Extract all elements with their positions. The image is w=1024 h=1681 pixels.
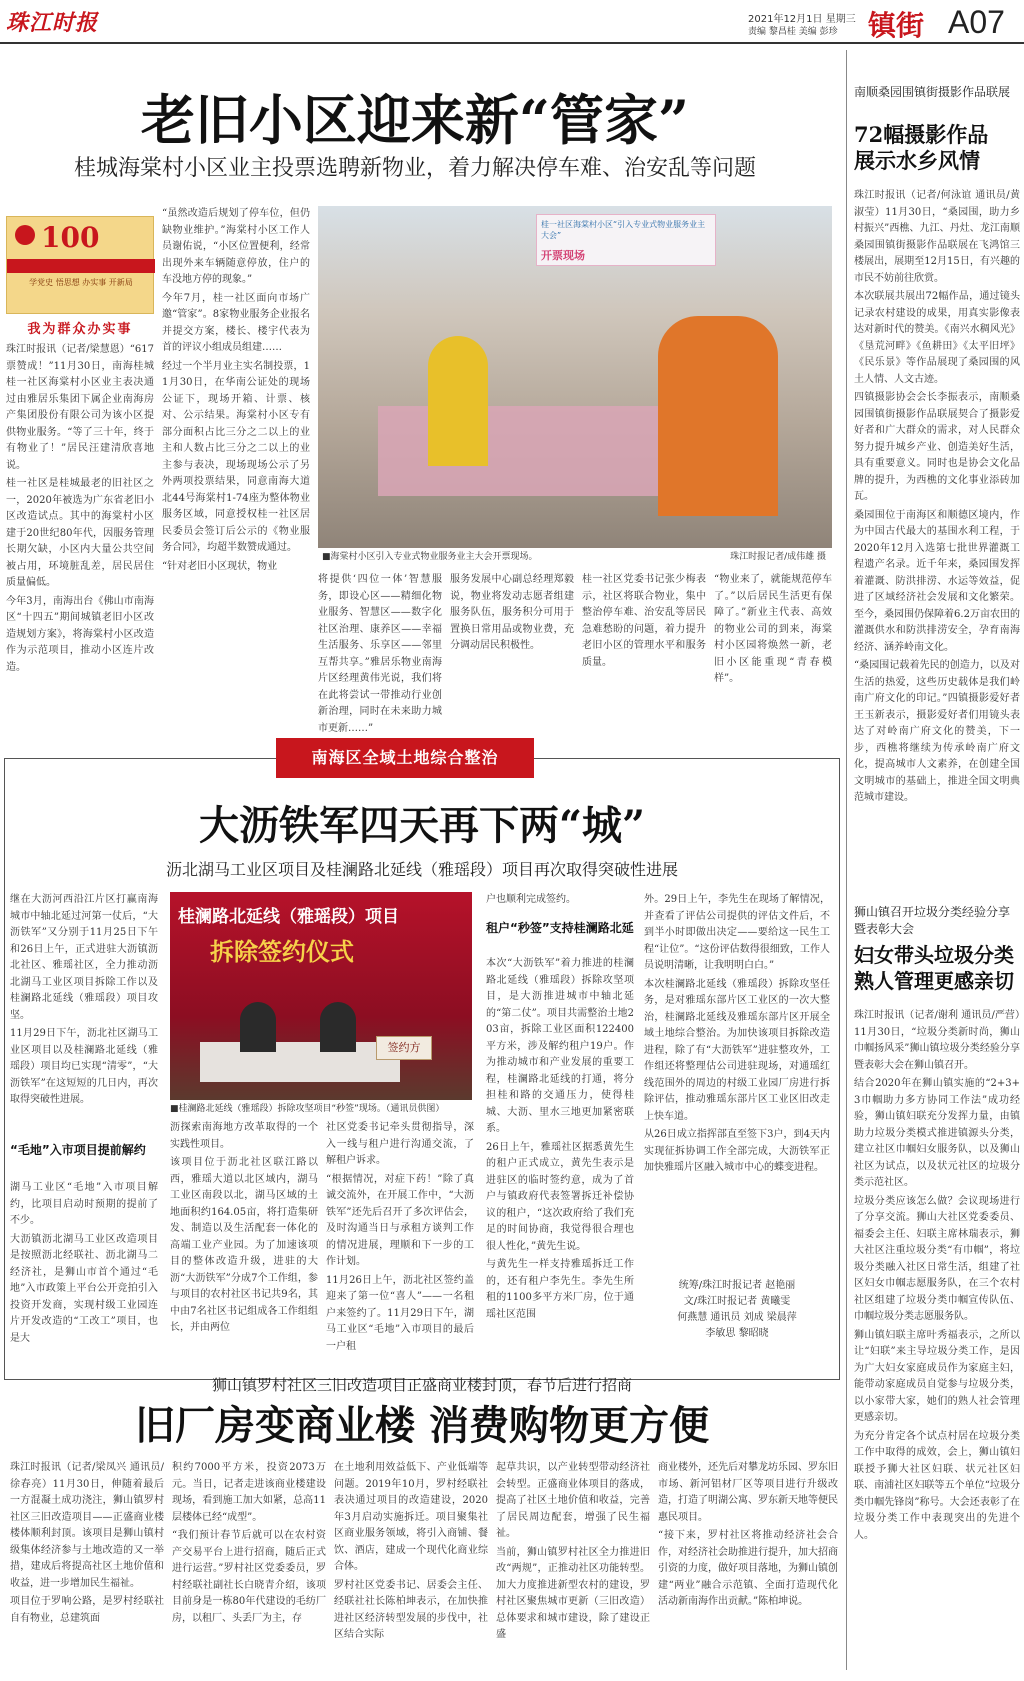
lead-col5 [582, 572, 706, 684]
rt-p: “桑园围记载着先民的创造力，以及对生活的热爱，这些历史载体是我们岭南广府文化的印记。”四镇摄影爱好者王玉新表示，摄影爱好者们用镜头表达了对岭南广府文化的赞美，下一步，西樵将继续为传承岭南广府文化，提高城市人文素养，在创建全国文明城市的基础上，推进全国文明典范城市建设。 [854, 660, 1020, 803]
photo-banner [536, 214, 716, 266]
photo-sign: 签约方 [376, 1036, 432, 1060]
feature-p: 11月26日上午，沥北社区签约盖迎来了第一位“喜人”——一名租户来签约了。11月29日下午，湖马工业区“毛地”入市项目的最后一户租 [326, 1274, 474, 1352]
feature-tag: 南海区全域土地综合整治 [276, 738, 534, 778]
photo-person [320, 1002, 356, 1052]
feature-col1 [10, 892, 158, 1142]
feature-sub2: 租户“秒签”支持桂澜路北延 [486, 921, 634, 935]
rb-p: 为充分肯定各个试点村居在垃圾分类工作中取得的成效，会上，狮山镇妇联授予狮大社区妇联、状元社区妇联、南浦社区妇联等五个单位“垃圾分类巾帼先锋岗”称号。大会还表彰了在垃圾分类工作中表现突出的先进个人。 [854, 1430, 1020, 1541]
feature-p: 户也顺利完成签约。 [486, 894, 576, 905]
bottom-p: 罗村社区党委书记、居委会主任、经联社社长陈柏坤表示，在加快推进社区经济转型发展的步伐中，社区结合实际 [334, 1579, 488, 1640]
feature-p: 大沥镇沥北湖马工业区改造项目是按照沥北经联社、沥北湖马二经济社，是狮山市首个通过“毛地”入市政策上平台公开竞拍引入投资开发商，实现村级工业园连片开发改造的“工改工”项目，也是大 [10, 1233, 158, 1344]
feature-p: 11月29日下午，沥北社区湖马工业区项目以及桂澜路北延线（雅瑶段）项目均已实现“清零”，“大沥铁军”在这短短的几日内，再次取得突破性进展。 [10, 1028, 158, 1105]
weekday-text: 星期三 [825, 14, 856, 25]
masthead [0, 0, 1024, 46]
feature-subtitle: 沥北湖马工业区项目及桂澜路北延线（雅瑶段）项目再次取得突破性进展 [165, 860, 678, 879]
feature-sub1: “毛地”入市项目提前解约 [10, 1143, 146, 1157]
feature-p: 沥探索南海地方改革取得的一个实践性项目。 [170, 1122, 318, 1150]
photo-person [240, 1002, 276, 1052]
feature-p: 26日上午，雅瑶社区据悉黄先生的租户正式成立，黄先生表示是进驻区的临时签约意，成为了首户与镇政府代表签署拆迁补偿协议的租户，“这次政府给了我们充足的时间协商，我觉得很合理也很人性化，”黄先生说。 [486, 1141, 634, 1252]
lead-title: 老旧小区迎来新“管家” [140, 88, 690, 152]
lead-p: 今年3月，南海出台《佛山市南海区“十四五”期间城镇老旧小区改造规划方案》，将海棠村小区改造作为示范项目，推动小区连片改造。 [6, 595, 154, 673]
rb-p: 结合2020年在狮山镇实施的“2+3+3巾帼助力多方协同工作法”成功经验，狮山镇妇联充分发挥力量，由镇助力垃圾分类模式推进镇源头分类，建立社区巾帼妇女服务队，以及狮山社区为试点，以及状元社区的垃圾分类示范社区。 [854, 1078, 1020, 1188]
lead-p: 经过一个半月业主实名制投票，11月30日，在华南公证处的现场公证下，现场开箱、计票、核对、公示结果。海棠村小区专有部分面积占比三分之二以上的业主和人数占比三分之二以上的业主参与表决，现场现场公示了另外两项投票结果，同意南海大道北44号海棠村1-74座为整体物业服务区域，同意授权桂一社区居民委员会签订后公示的《物业服务合同》，均超半数赞成通过。 [162, 360, 310, 553]
rt-body [854, 188, 1020, 848]
feature-title: 大沥铁军四天再下两“城” [198, 802, 645, 849]
badge-slogan: 学党史 悟思想 办实事 开新局 [29, 278, 133, 287]
bottom-p: 积约7000平方米，投资2073万元。当日，记者走进该商业楼建设现场，看到施工加大如紧，总高11层楼体已经“成型”。 [172, 1462, 326, 1523]
byline-line: 统筹/珠江时报记者 赵艳丽 [678, 1280, 796, 1291]
right-bottom-story [854, 900, 1020, 1676]
column-divider [846, 50, 847, 1670]
photo-person [428, 336, 488, 466]
bottom-col3 [334, 1460, 488, 1676]
byline-line: 文/珠江时报记者 黄曦雯 [683, 1296, 791, 1307]
rt-title2: 展示水乡风情 [854, 148, 980, 173]
centenary-icon: 100 [41, 221, 100, 254]
feature-col5 [644, 892, 830, 1252]
feature-col2b [170, 1120, 318, 1370]
rb-kicker: 狮山镇召开垃圾分类经验分享暨表彰大会 [854, 905, 1011, 936]
banner-line2: 开票现场 [541, 249, 585, 262]
masthead-rule [0, 42, 1024, 44]
paper-name: 珠江时报 [6, 10, 99, 36]
feature-col4 [486, 956, 634, 1370]
rb-title1: 妇女带头垃圾分类 [854, 943, 1014, 967]
feature-p: 社区党委书记牵头贯彻指导，深入一线与租户进行沟通交流，了解租户诉求。 [326, 1122, 474, 1166]
feature-p: 该项目位于沥北社区联江路以西，雅瑶大道以北区域内，湖马工业区南段以北，湖马区域的土地面积约164.05亩，将打造集研发、制造以及生活配套一体化的高端工业产业园。为了加速该项目的整体改造升级，进驻的大沥“大沥铁军”分成7个工作组，参与项目的农村社区书记共9名，其中由7名社区书记组成各工作组组长，并由两位 [170, 1157, 318, 1333]
bottom-col1 [10, 1460, 164, 1676]
lead-p: 桂一社区党委书记张少梅表示，社区将联合物业，集中整治停车难、治安乱等居民急难愁盼的问题，着力提升老旧小区的管理水平和服务质量。 [582, 574, 706, 668]
caption-text: ■海棠村小区引入专业式物业服务业主大会开票现场。 [322, 552, 538, 562]
feature-col1b [10, 1180, 158, 1370]
feature-p: 外。29日上午，李先生在现场了解情况，并查看了评估公司提供的评估文件后，不到半小时即做出决定——要给这一民生工程“让位”。“这份评估数得很细致，工作人员说明清晰，让我明明白白。” [644, 894, 830, 971]
rb-body [854, 1008, 1020, 1672]
lead-photo [318, 206, 832, 566]
bottom-col2 [172, 1460, 326, 1676]
editors: 责编 黎昌桂 美编 彭珍 [748, 27, 838, 37]
photo-banner-line1: 桂澜路北延线（雅瑶段）项目 [178, 907, 399, 927]
rb-p: 狮山镇妇联主席叶秀福表示，之所以让“妇联”来主导垃圾分类工作，是因为广大妇女家庭成员作为家庭主妇，能带动家庭成员自觉参与垃圾分类，以小家带大家，她们的熟人社会管理更感亲切。 [854, 1329, 1020, 1423]
lead-p: “物业来了，就能规范停车了。”以后居民生活更有保障了。”新业主代表、高效的物业公司的到来，海棠村小区园将焕然一新，老旧小区能重现“青春模样”。 [714, 574, 832, 684]
feature-col3b [486, 892, 634, 912]
photo-person [658, 316, 778, 516]
feature-p: “根据情况，对症下药！”除了真诚交流外，在开展工作中，“大沥铁军”还先后召开了多次评估会，及时沟通当日与承租方谈判工作的情况进展，理顺和下一步的工作计划。 [326, 1173, 474, 1267]
bottom-p: 起草共识，以产业转型带动经济社会转型。正盛商业体项目的落成，提高了社区土地价值和收益，完善了居民周边配套，增强了民生福祉。 [496, 1462, 650, 1539]
lead-p: 服务发展中心副总经理郑毅说，物业将发动志愿者组建服务队伍，服务积分可用于置换日常用品或物业费，充分调动居民积极性。 [450, 574, 574, 651]
bottom-p: 项目位于罗响公路，是罗村经联社自有物业，总建筑面 [10, 1596, 164, 1624]
bottom-p: 在土地利用效益低下、产业低端等问题。2019年10月，罗村经联社表决通过项目的改造建设，2020年3月启动实施拆迁。项目聚集社区商业服务领域，将引入商铺、餐饮、酒店，建成一个现代化商业综合体。 [334, 1462, 488, 1572]
feature-photo-caption: ■桂澜路北延线（雅瑶段）拆除攻坚项目“秒签”现场。（通讯员供图） [170, 1102, 472, 1116]
feature-byline [644, 1278, 830, 1342]
page-number: A07 [948, 4, 1005, 40]
bottom-p: 当前，狮山镇罗村社区全力推进旧改“两规”，正推动社区功能转型。加大力度推进新型农村的建设，罗村社区聚焦城市更新（三旧改造）总体要求和城市建设，除了建设正盛 [496, 1546, 650, 1640]
photo-banner-line2: 拆除签约仪式 [210, 937, 354, 966]
lead-col1 [6, 342, 154, 682]
feature-photo [170, 892, 472, 1100]
lead-col3 [318, 572, 442, 734]
lead-p: 珠江时报讯（记者/梁慧恩）“617票赞成！”11月30日，南海桂城桂一社区海棠村小区业主表决通过由雅居乐集团下属企业南海房产集团股份有限公司为该小区提供物业服务。“等了三十年，终于有物业了！”居民汪建清欣喜地说。 [6, 344, 154, 471]
feature-col3 [326, 1120, 474, 1370]
lead-p: 今年7月，桂一社区面向市场广邀“管家”。8家物业服务企业报名并提交方案，楼长、楼宇代表为首的评议小组成员组建…… [162, 292, 310, 353]
right-top-story [854, 50, 1020, 850]
feature-p: 从26日成立指挥部直至签下3户，到4天内实现征拆协调工作全部完成，大沥铁军正加快雅瑶片区融入城市中心的蝶变进程。 [644, 1129, 830, 1173]
bottom-col4 [496, 1460, 650, 1676]
bottom-title: 旧厂房变商业楼 消费购物更方便 [135, 1402, 709, 1449]
byline-line: 李敏思 黎昭晓 [705, 1328, 769, 1339]
bottom-p: 商业楼外，还先后对攀龙坊乐园、罗东旧市场、新河铝材厂区等项目进行升级改造，打造了明湖公寓、罗东新天地等便民惠民项目。 [658, 1462, 838, 1523]
bottom-col5 [658, 1460, 838, 1676]
bottom-p: 珠江时报讯（记者/梁凤兴 通讯员/徐春亮）11月30日，伸随着最后一方混凝土成功浇注，狮山镇罗村社区三旧改造项目——正盛商业楼楼体顺利封顶。该项目是狮山镇村级集体经济参与土地改造的又一举措，建成后将提高社区土地价值和收益，进一步增加民生福祉。 [10, 1462, 164, 1589]
rb-title2: 熟人管理更感亲切 [854, 969, 1014, 993]
rt-p: 四镇摄影协会会长李振表示，南顺桑园围镇街摄影作品联展契合了摄影爱好者和广大群众的需求，对人民群众努力提升城乡产业、创造美好生活，具有重要意义。同时也是协会文化品牌的提升，为西樵的文化事业添砖加瓦。 [854, 392, 1020, 502]
badge-caption: 我为群众办实事 [27, 322, 133, 337]
caption-credit: 珠江时报记者/成伟雄 摄 [730, 552, 826, 562]
date-text: 2021年12月1日 [748, 14, 823, 25]
section-name: 镇街 [868, 9, 925, 42]
lead-p: “针对老旧小区现状，物业 [162, 560, 278, 572]
party-emblem-icon [15, 225, 35, 245]
rt-kicker: 南顺桑园围镇街摄影作品联展 [854, 85, 1011, 99]
rt-p: 本次联展共展出72幅作品，通过镜头记录农村建设的成果，用真实影像表达对新时代的赞美。《南兴水稠风光》《垦荒河畔》《鱼耕田》《太平旧坪》《民乐景》等作品展现了桑园围的风土人情、人文古迹。 [854, 291, 1020, 385]
lead-p: 将提供‘四位一体’智慧服务，即设心区——精细化物业服务、智慧区——数字化社区治理、康养区——幸福生活服务、乐享区——邻里互帮共享。”雅居乐物业南海片区经理黄伟光说，我们将在此将尝试一带推动行业创新治理，同时在未来助力城市更新……” [318, 574, 442, 734]
banner-line1: 桂一社区海棠村小区“引入专业式物业服务业主大会” [541, 220, 706, 240]
bottom-kicker: 狮山镇罗村社区三旧改造项目正盛商业楼封顶，春节后进行招商 [211, 1376, 632, 1394]
party-badge [6, 216, 154, 314]
issue-date [748, 10, 856, 25]
feature-p: 本次桂澜路北延线（雅瑶段）拆除攻坚任务，是对雅瑶东部片区工业区的一次大整治，桂澜路北延线及雅瑶东部片区开展全域土地综合整治。为加快该项目拆除改造进程，除了有“大沥铁军”进驻整攻外，工作组还将整理估公司进驻现场，对通瑶红线范围外的周边的村级工业园厂房进行拆除评估，推动雅瑶东部片区工业区旧改走上快车道。 [644, 978, 830, 1122]
lead-p: 桂一社区是桂城最老的旧社区之一，2020年被选为广东省老旧小区改造试点。其中的海棠村小区建于20世纪80年代，因服务管理长期欠缺，小区内大量公共空间被占用，环境脏乱差，居民居住质量偏低。 [6, 478, 154, 588]
feature-p: 湖马工业区“毛地”入市项目解约，比项目启动时预期的提前了不少。 [10, 1182, 158, 1226]
lead-photo-caption [318, 548, 832, 566]
rt-title1: 72幅摄影作品 [854, 122, 989, 147]
bottom-p: “我们预计春节后就可以在农村资产交易平台上进行招商，随后正式进行运营。”罗村社区党委委员，罗村经联社副社长白晓青介绍，该项目前身是一栋80年代建设的毛纺厂房，以租厂、头丢厂为主，存 [172, 1530, 326, 1624]
badge-ribbon [7, 259, 155, 273]
photo-desk [200, 1042, 400, 1082]
bottom-p: “接下来，罗村社区将推动经济社会合作，对经济社会助推进行提升，加大招商引资的力度，做好项目落地，为狮山镇创建“两业”融合示范镇、全面打造现代化活动新南海作出贡献。”陈柏坤说。 [658, 1530, 838, 1607]
rt-p: 桑园围位于南海区和顺德区境内，作为中国古代最大的基围水利工程，于2020年12月入选第七批世界灌溉工程遗产名录。近千年来，桑园围发挥着灌溉、防洪排涝、水运等效益，促进了区域经济社会发展和文化繁荣。至今，桑园围仍保障着6.2万亩农田的灌溉供水和防洪排涝安全，孕育南海经济、涵养岭南文化。 [854, 509, 1020, 653]
lead-story [0, 50, 840, 734]
rt-p: 珠江时报讯（记者/何泳谊 通讯员/黄淑莹）11月30日，“桑园围，助力乡村振兴”西樵、九江、丹灶、龙江南顺桑园围镇街摄影作品联展在飞鸿馆三楼展出，展期至12月15日，有兴趣的市民不妨前往欣赏。 [854, 190, 1020, 284]
rb-p: 垃圾分类应该怎么做？会议现场进行了分享交流。狮山大社区党委委员、福委会主任、妇联主席林瑞表示，狮大社区注重垃圾分类“有巾帼”，将垃圾分类融入社区日常生活，组建了社区妇女巾帼志愿服务队，在三个农村社区组建了垃圾分类巾帼宣传队伍、巾帼垃圾分类志愿服务队。 [854, 1195, 1020, 1322]
lead-col2 [162, 206, 310, 684]
feature-p: 本次“大沥铁军”着力推进的桂澜路北延线（雅瑶段）拆除攻坚项目，是大沥推进城市中轴北延的“第二仗”。项目共需整治土地203亩，拆除工业区面积122400平方米，涉及解约租户19户。作为推动城市和产业发展的重要工程，桂澜路北延线的打通，将分担桂和路的交通压力，使得桂城、大沥、里水三地更加紧密联系。 [486, 958, 634, 1134]
rb-p: 珠江时报讯（记者/谢利 通讯员/严营）11月30日，“垃圾分类新时尚，狮山巾帼扬风采”狮山镇垃圾分类经验分享暨表彰大会在狮山镇召开。 [854, 1010, 1020, 1071]
lead-col4 [450, 572, 574, 684]
byline-line: 何燕慧 通讯员 刘成 梁晨萍 [677, 1312, 797, 1323]
lead-subtitle: 桂城海棠村小区业主投票选聘新物业，着力解决停车难、治安乱等问题 [73, 156, 756, 181]
lead-p: “虽然改造后规划了停车位，但仍缺物业维护。”海棠村小区工作人员谢佑说，“小区位置便利，经常出现外来车辆随意停放，住户的车没地方停的现象。” [162, 208, 310, 285]
feature-p: 继在大沥河西沿江片区打赢南海城市中轴北延过河第一仗后，“大沥铁军”又分别于11月25日下午和26日上午，正式进驻大沥镇沥北社区、雅瑶社区，全力推动沥北湖马工业区项目拆除工作以及桂澜路北延线（雅瑶段）项目攻坚。 [10, 894, 158, 1021]
feature-p: 与黄先生一样支持雅瑶拆迁工作的，还有租户李先生。李先生所租的1100多平方米厂房，位于通瑶社区范围 [486, 1259, 634, 1320]
lead-col6 [714, 572, 832, 684]
